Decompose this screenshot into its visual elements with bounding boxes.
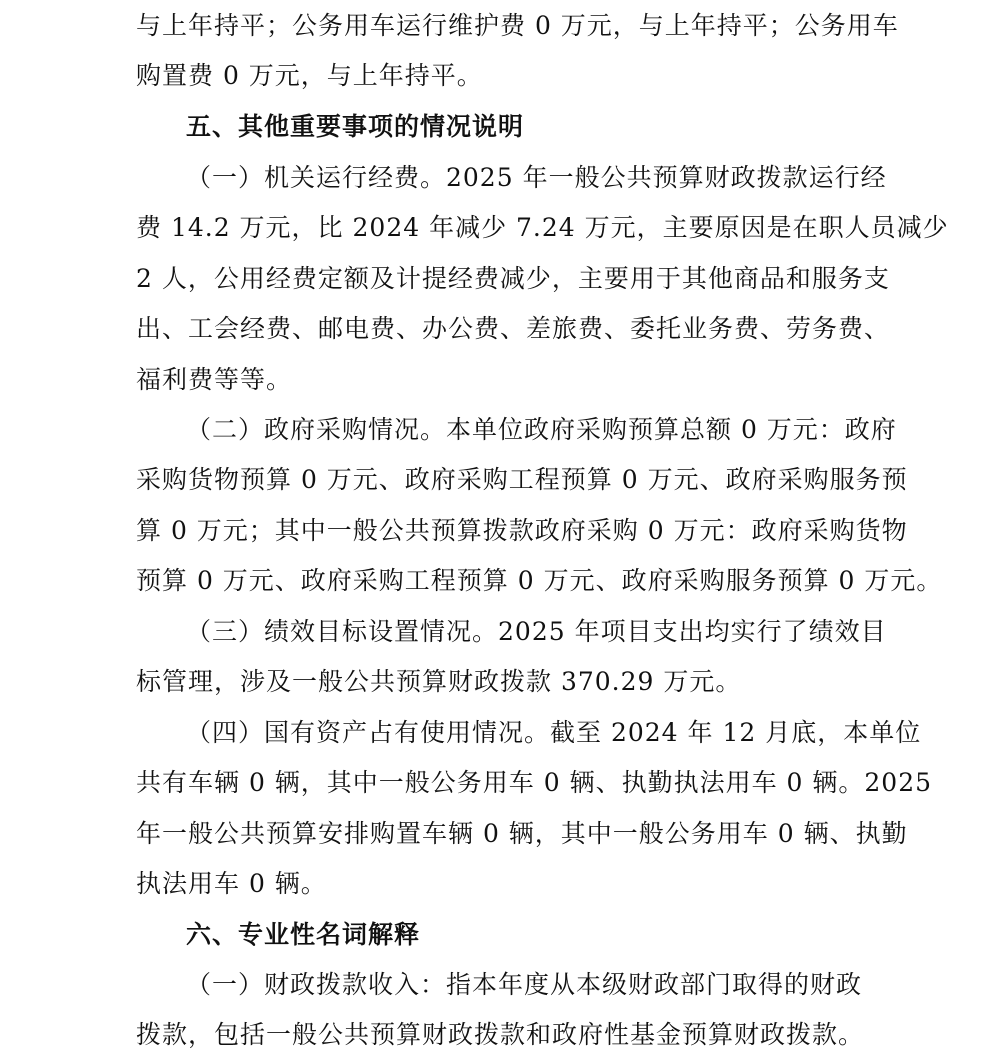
text-line: 出、工会经费、邮电费、办公费、差旅费、委托业务费、劳务费、	[136, 314, 891, 343]
section-heading: 六、专业性名词解释	[186, 920, 421, 949]
text-line: 拨款，包括一般公共预算财政拨款和政府性基金预算财政拨款。	[136, 1020, 865, 1049]
paragraph-start: （二）政府采购情况。本单位政府采购预算总额 0 万元：政府	[186, 415, 897, 444]
section-heading: 五、其他重要事项的情况说明	[186, 112, 525, 141]
text-line: 福利费等等。	[136, 365, 293, 394]
text-line: 采购货物预算 0 万元、政府采购工程预算 0 万元、政府采购服务预	[136, 465, 908, 494]
text-line: 与上年持平；公务用车运行维护费 0 万元，与上年持平；公务用车	[136, 11, 899, 40]
paragraph-start: （四）国有资产占有使用情况。截至 2024 年 12 月底，本单位	[186, 718, 922, 747]
text-line: 标管理，涉及一般公共预算财政拨款 370.29 万元。	[136, 667, 742, 696]
text-line: 执法用车 0 辆。	[136, 869, 327, 898]
text-line: 预算 0 万元、政府采购工程预算 0 万元、政府采购服务预算 0 万元。	[136, 566, 943, 595]
text-line: 2 人，公用经费定额及计提经费减少，主要用于其他商品和服务支	[136, 264, 890, 293]
text-line: 算 0 万元；其中一般公共预算拨款政府采购 0 万元：政府采购货物	[136, 516, 908, 545]
paragraph-start: （一）财政拨款收入：指本年度从本级财政部门取得的财政	[186, 970, 863, 999]
text-line: 购置费 0 万元，与上年持平。	[136, 61, 483, 90]
paragraph-start: （三）绩效目标设置情况。2025 年项目支出均实行了绩效目	[186, 617, 887, 646]
text-line: 年一般公共预算安排购置车辆 0 辆，其中一般公务用车 0 辆、执勤	[136, 819, 908, 848]
text-line: 共有车辆 0 辆，其中一般公务用车 0 辆、执勤执法用车 0 辆。2025	[136, 768, 933, 797]
paragraph-start: （一）机关运行经费。2025 年一般公共预算财政拨款运行经	[186, 163, 887, 192]
text-line: 费 14.2 万元，比 2024 年减少 7.24 万元，主要原因是在职人员减少	[136, 213, 949, 242]
